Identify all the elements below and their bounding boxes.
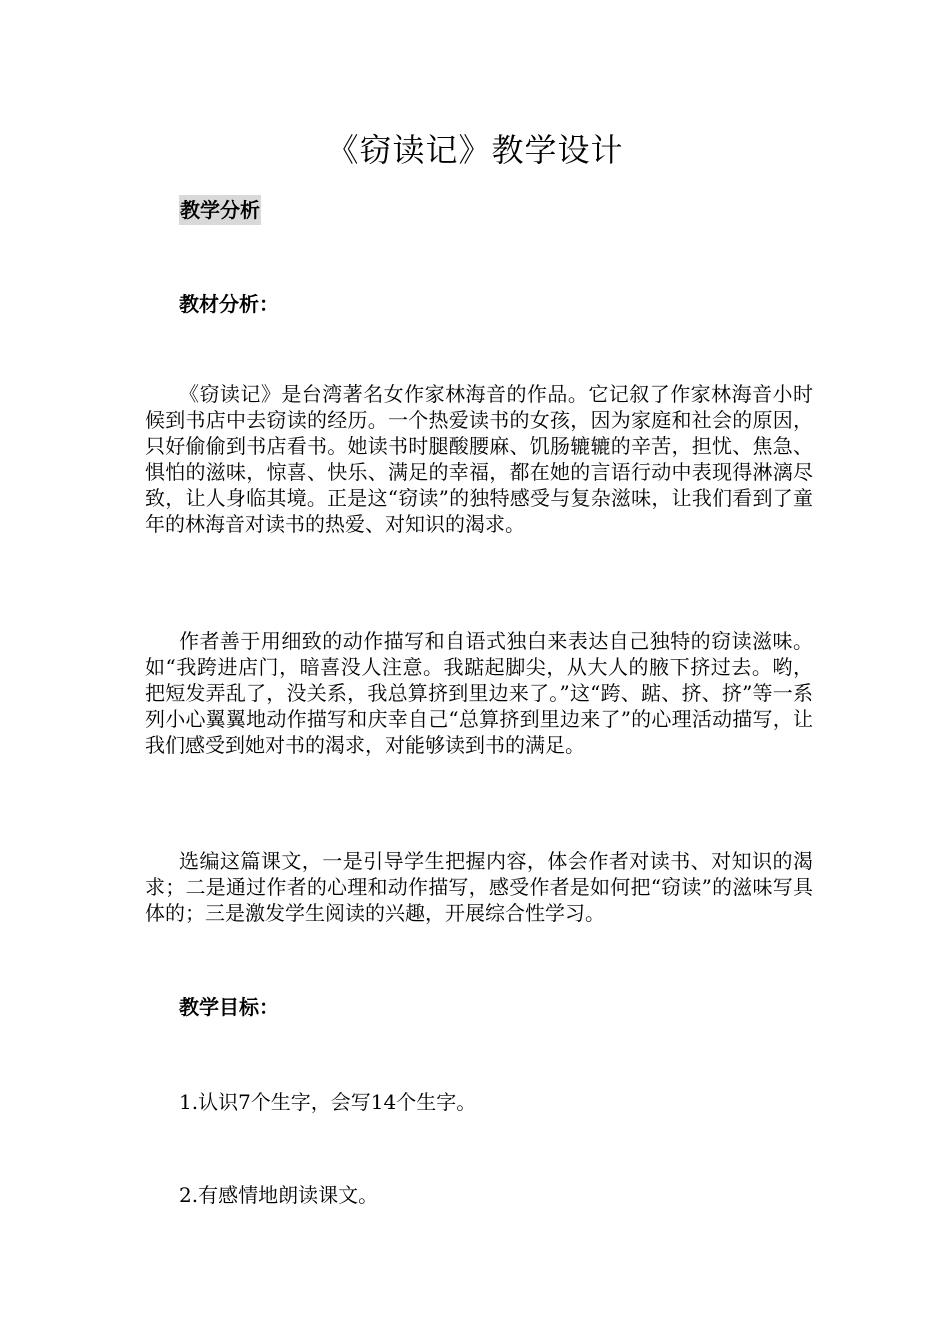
heading-teaching-goals: 教学目标： (179, 995, 279, 1019)
goal-item-1: 1.认识7个生字，会写14个生字。 (179, 1090, 477, 1114)
paragraph-intro: 《窃读记》是台湾著名女作家林海音的作品。它记叙了作家林海音小时候到书店中去窃读的经历。一个热爱读书的女孩，因为家庭和社会的原因，只好偷偷到书店看书。她读书时腿酸腰麻、饥肠辘辘的辛苦，担忧、焦急、惧怕的滋味，惊喜、快乐、满足的幸福，都在她的言语行动中表现得淋漓尽致，让人身临其境。正是这“窃读”的独特感受与复杂滋味，让我们看到了童年的林海音对读书的热爱、对知识的渴求。 (145, 382, 813, 536)
paragraph-writing-style: 作者善于用细致的动作描写和自语式独白来表达自己独特的窃读滋味。如“我跨进店门，暗喜没人注意。我踮起脚尖，从大人的腋下挤过去。哟，把短发弄乱了，没关系，我总算挤到里边来了。”这“跨、踮、挤、挤”等一系列小心翼翼地动作描写和庆幸自己“总算挤到里边来了”的心理活动描写，让我们感受到她对书的渴求，对能够读到书的满足。 (145, 629, 813, 757)
goal-item-2: 2.有感情地朗读课文。 (179, 1183, 379, 1207)
document-title: 《窃读记》教学设计 (326, 131, 624, 169)
heading-teaching-analysis: 教学分析 (179, 195, 261, 225)
heading-material-analysis: 教材分析： (179, 292, 279, 316)
paragraph-purpose: 选编这篇课文，一是引导学生把握内容，体会作者对读书、对知识的渴求；二是通过作者的心理和动作描写，感受作者是如何把“窃读”的滋味写具体的；三是激发学生阅读的兴趣，开展综合性学习。 (145, 849, 813, 925)
